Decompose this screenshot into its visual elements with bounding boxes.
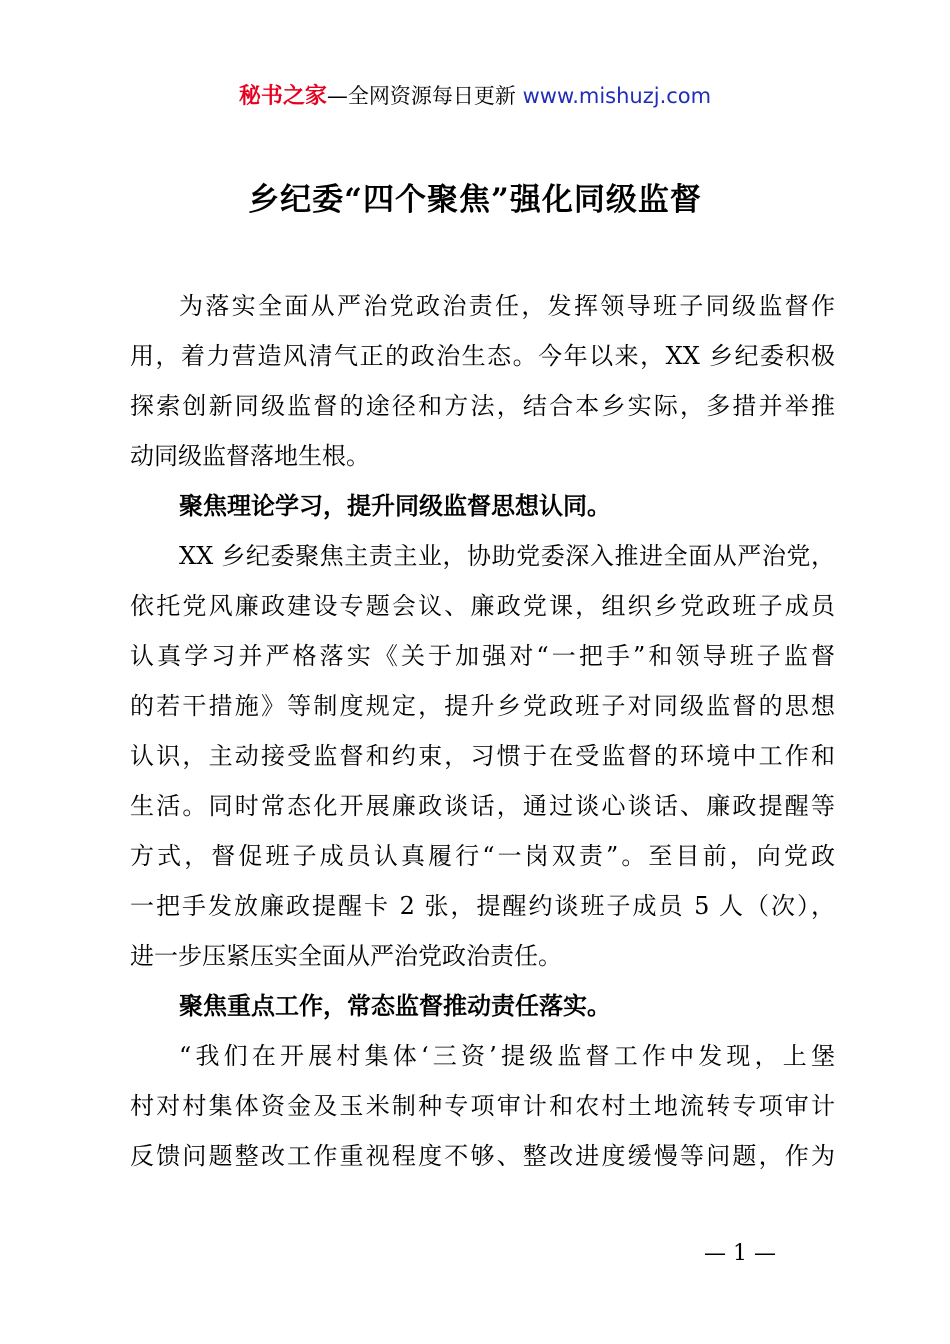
- section-heading: 聚焦理论学习，提升同级监督思想认同。: [179, 492, 611, 520]
- brand-name: 秘书之家: [238, 84, 327, 109]
- document-title: 乡纪委“四个聚焦”强化同级监督: [248, 182, 702, 218]
- paragraph-line: 认真学习并严格落实《关于加强对“一把手”和领导班子监督: [130, 642, 835, 670]
- paragraph-line: 方式，督促班子成员认真履行“一岗双责”。至目前，向党政: [130, 842, 835, 870]
- paragraph-line: 生活。同时常态化开展廉政谈话，通过谈心谈话、廉政提醒等: [130, 792, 835, 820]
- section-heading: 聚焦重点工作，常态监督推动责任落实。: [179, 992, 611, 1020]
- paragraph-line: 反馈问题整改工作重视程度不够、整改进度缓慢等问题，作为: [130, 1142, 835, 1170]
- paragraph-line: “我们在开展村集体‘三资’提级监督工作中发现，上堡: [179, 1042, 835, 1070]
- paragraph-line: 的若干措施》等制度规定，提升乡党政班子对同级监督的思想: [130, 692, 835, 720]
- header-slogan: —全网资源每日更新: [326, 84, 516, 108]
- paragraph-line: 依托党风廉政建设专题会议、廉政党课，组织乡党政班子成员: [130, 592, 835, 620]
- paragraph-line: 一把手发放廉政提醒卡 2 张，提醒约谈班子成员 5 人（次），: [130, 892, 835, 920]
- paragraph-line: 为落实全面从严治党政治责任，发挥领导班子同级监督作: [179, 292, 835, 320]
- paragraph-line: 进一步压紧压实全面从严治党政治责任。: [130, 942, 562, 970]
- paragraph-line: 动同级监督落地生根。: [130, 442, 370, 470]
- paragraph-line: 村对村集体资金及玉米制种专项审计和农村土地流转专项审计: [130, 1092, 835, 1120]
- page-number: — 1 —: [704, 1241, 776, 1266]
- site-header: [0, 80, 950, 113]
- paragraph-line: 用，着力营造风清气正的政治生态。今年以来，XX 乡纪委积极: [130, 342, 835, 370]
- paragraph-line: XX 乡纪委聚焦主责主业，协助党委深入推进全面从严治党，: [179, 542, 835, 570]
- paragraph-line: 认识，主动接受监督和约束，习惯于在受监督的环境中工作和: [130, 742, 835, 770]
- paragraph-line: 探索创新同级监督的途径和方法，结合本乡实际，多措并举推: [130, 392, 835, 420]
- site-url[interactable]: www.mishuzj.com: [522, 84, 712, 108]
